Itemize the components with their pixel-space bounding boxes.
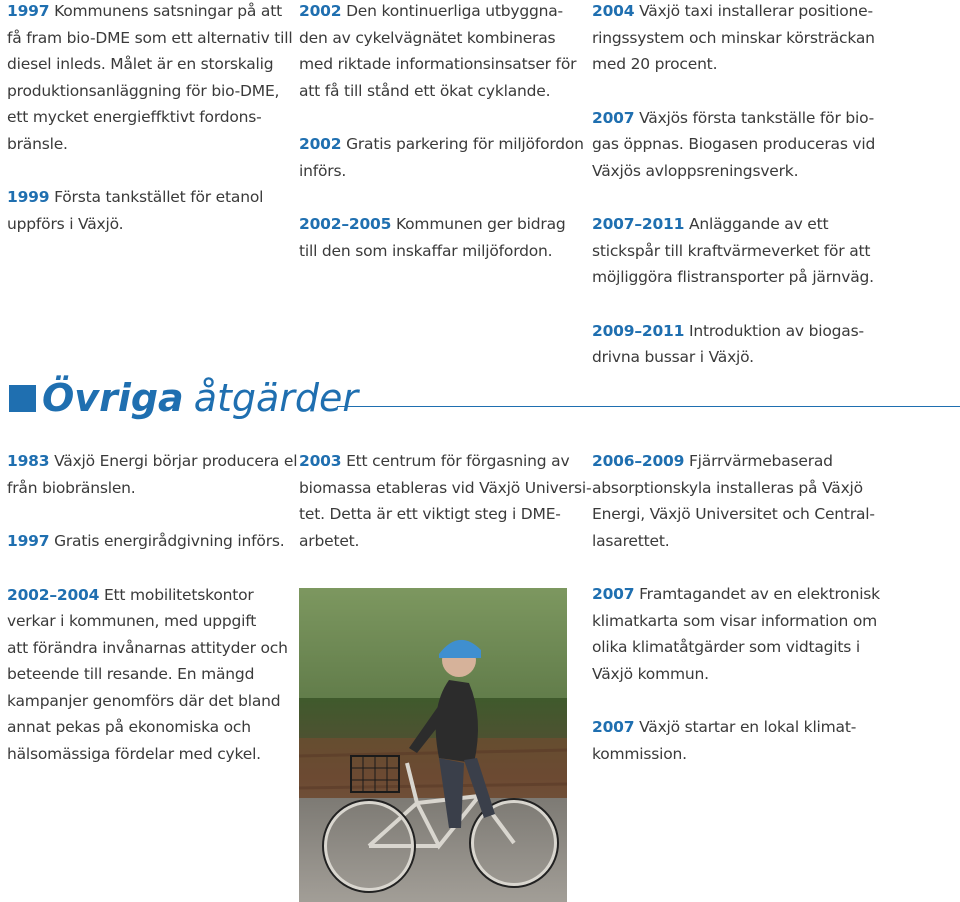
top-column-3: [592, 0, 960, 371]
entry-gap: [7, 555, 292, 582]
entry-year: 2002–2004: [7, 585, 100, 604]
timeline-entry: [7, 582, 292, 768]
section-heading: [9, 376, 358, 420]
entry-gap: [7, 157, 282, 184]
timeline-entry: [299, 211, 574, 264]
entry-line: 1997 Kommunens satsningar på att: [7, 2, 282, 20]
timeline-entry: [7, 448, 298, 501]
entry-line: beteende till resande. En mängd: [7, 665, 255, 683]
entry-line: 2004 Växjö taxi installerar positione-: [592, 2, 873, 20]
entry-line: gas öppnas. Biogasen produceras vid: [592, 135, 876, 153]
entry-line: att få till stånd ett ökat cyklande.: [299, 81, 551, 100]
entry-line: ringssystem och minskar körsträckan: [592, 28, 875, 47]
timeline-entry: [592, 0, 960, 78]
entry-line: uppförs i Växjö.: [7, 214, 124, 233]
entry-line: 2002 Den kontinuerliga utbyggna-: [299, 2, 563, 20]
entry-gap: [592, 78, 960, 105]
entry-line: absorptionskyla installeras på Växjö: [592, 478, 863, 497]
entry-line: tet. Detta är ett viktigt steg i DME-: [299, 505, 561, 523]
entry-line: införs.: [299, 161, 347, 180]
entry-line: 1997 Gratis energirådgivning införs.: [7, 532, 285, 550]
entry-line: 2006–2009 Fjärrvärmebaserad: [592, 452, 833, 470]
timeline-entry: [592, 581, 960, 687]
entry-gap: [592, 554, 960, 581]
entry-line: 2007 Växjö startar en lokal klimat-: [592, 718, 857, 736]
entry-gap: [592, 687, 960, 714]
timeline-entry: [7, 184, 282, 237]
entry-line: klimatkarta som visar information om: [592, 611, 878, 630]
entry-year: 2007: [592, 108, 635, 127]
entry-year: 2007: [592, 718, 635, 736]
entry-line: olika klimatåtgärder som vidtagits i: [592, 638, 860, 656]
entry-line: möjliggöra flistransporter på järnväg.: [592, 268, 874, 286]
entry-line: från biobränslen.: [7, 478, 136, 497]
entry-year: 2007–2011: [592, 215, 685, 233]
entry-line: få fram bio-DME som ett alternativ till: [7, 28, 293, 47]
entry-year: 1983: [7, 452, 50, 470]
entry-line: stickspår till kraftvärmeverket för att: [592, 241, 871, 260]
entry-line: bränsle.: [7, 134, 68, 153]
entry-line: Växjös avloppsreningsverk.: [592, 161, 799, 180]
timeline-entry: [592, 211, 960, 291]
timeline-entry: [592, 318, 960, 371]
entry-line: 2002–2005 Kommunen ger bidrag: [299, 215, 566, 233]
timeline-entry: [299, 448, 592, 554]
heading-square-marker: [9, 385, 36, 412]
entry-year: 2002–2005: [299, 215, 392, 233]
bottom-column-2: [299, 448, 592, 554]
entry-gap: [592, 291, 960, 318]
bottom-column-1: [7, 448, 298, 767]
entry-line: 2002–2004 Ett mobilitetskontor: [7, 585, 254, 604]
entry-line: Energi, Växjö Universitet och Central-: [592, 505, 875, 523]
timeline-entry: [299, 131, 584, 184]
entry-line: Växjö kommun.: [592, 664, 709, 683]
entry-year: 1997: [7, 532, 50, 550]
timeline-entry: [592, 105, 960, 185]
entry-line: 2009–2011 Introduktion av biogas-: [592, 321, 864, 340]
entry-year: 2002: [299, 135, 342, 153]
entry-line: 2007–2011 Anläggande av ett: [592, 215, 829, 233]
entry-year: 1997: [7, 2, 50, 20]
entry-gap: [592, 184, 960, 211]
timeline-entry: [299, 0, 577, 104]
entry-line: att förändra invånarnas attityder och: [7, 638, 288, 657]
entry-line: hälsomässiga fördelar med cykel.: [7, 744, 261, 763]
heading-title-bold: Övriga: [42, 376, 184, 420]
timeline-entry: [7, 0, 293, 157]
entry-year: 2007: [592, 585, 635, 603]
entry-line: kommission.: [592, 744, 687, 763]
cyclist-photo: [299, 588, 567, 902]
entry-line: 1999 Första tankstället för etanol: [7, 188, 264, 206]
heading-title-light: åtgärder: [193, 376, 359, 420]
entry-year: 2002: [299, 2, 342, 20]
entry-line: biomassa etableras vid Växjö Universi-: [299, 478, 592, 497]
top-column-1: [7, 0, 293, 237]
entry-line: kampanjer genomförs där det bland: [7, 691, 281, 710]
entry-line: 2002 Gratis parkering för miljöfordon: [299, 135, 584, 153]
bottom-column-3: [592, 448, 960, 767]
entry-line: med 20 procent.: [592, 55, 718, 73]
entry-line: 1983 Växjö Energi börjar producera el: [7, 452, 298, 470]
entry-line: ett mycket energieffktivt fordons-: [7, 108, 262, 126]
entry-gap: [299, 104, 574, 131]
timeline-entry: [592, 448, 960, 554]
timeline-entry: [592, 714, 960, 767]
entry-line: 2007 Växjös första tankställe för bio-: [592, 108, 875, 127]
heading-rule: [337, 406, 960, 407]
entry-year: 2006–2009: [592, 452, 685, 470]
entry-year: 2003: [299, 452, 342, 470]
entry-line: 2007 Framtagandet av en elektronisk: [592, 585, 880, 603]
entry-gap: [299, 184, 574, 211]
entry-year: 2009–2011: [592, 321, 685, 340]
entry-line: lasarettet.: [592, 531, 670, 550]
entry-line: drivna bussar i Växjö.: [592, 348, 754, 366]
entry-gap: [7, 501, 292, 528]
entry-line: 2003 Ett centrum för förgasning av: [299, 452, 570, 470]
entry-line: verkar i kommunen, med uppgift: [7, 612, 257, 630]
entry-line: den av cykelvägnätet kombineras: [299, 28, 556, 47]
entry-year: 1999: [7, 188, 50, 206]
timeline-entry: [7, 528, 292, 555]
top-column-2: [299, 0, 584, 264]
entry-line: produktionsanläggning för bio-DME,: [7, 81, 280, 100]
cyclist-photo-image: [299, 588, 567, 902]
entry-line: annat pekas på ekonomiska och: [7, 718, 251, 736]
entry-line: med riktade informationsinsatser för: [299, 55, 577, 73]
entry-line: diesel inleds. Målet är en storskalig: [7, 55, 274, 73]
entry-year: 2004: [592, 2, 635, 20]
entry-line: till den som inskaffar miljöfordon.: [299, 241, 553, 260]
entry-line: arbetet.: [299, 531, 360, 550]
